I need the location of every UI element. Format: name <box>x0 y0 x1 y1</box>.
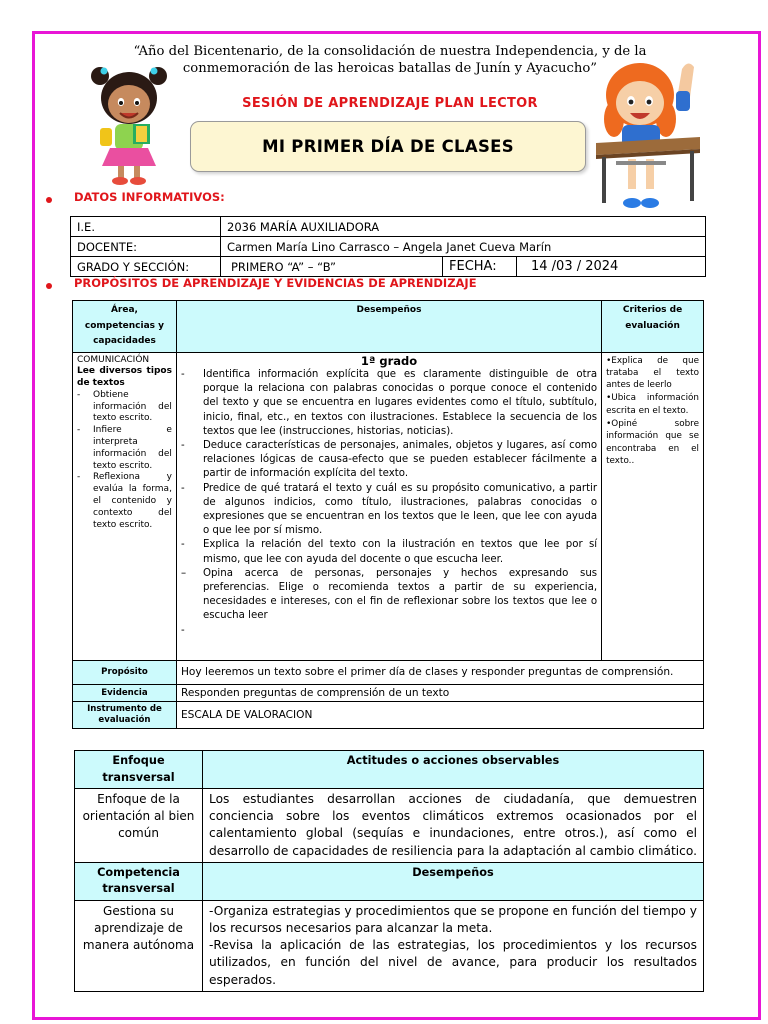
bullet-propositos <box>46 283 52 289</box>
desempeno-item <box>181 368 597 439</box>
desempenos-list <box>181 368 597 638</box>
desempeno-item <box>181 567 597 624</box>
capacidad-dash: - <box>77 425 81 436</box>
desempeno-text <box>203 624 597 638</box>
competencia-item: -Organiza estrategias y procedimientos que se propone en función del tiempo y los recursos necesarios para alcanzar la meta. <box>209 903 697 936</box>
capacidad-item <box>77 425 172 472</box>
info-table <box>70 216 706 277</box>
grado-value: PRIMERO “A” – “B” <box>221 257 443 277</box>
competencia-items-cell <box>203 900 704 991</box>
enfoque-col1-header: Enfoque transversal <box>75 751 203 789</box>
docente-label: DOCENTE: <box>71 237 221 257</box>
capacidad-item <box>77 472 172 531</box>
desempeno-item <box>181 439 597 482</box>
section-title-propositos: PROPÓSITOS DE APRENDIZAJE Y EVIDENCIAS DE APRENDIZAJE <box>74 276 477 290</box>
capacidad-text: Infiere e interpreta información del texto escrito. <box>93 425 172 471</box>
desempeno-text: Opina acerca de personas, personajes y hechos expresando sus preferencias. Elige o recomienda textos a partir de su experiencia, necesidades e intereses, con el fin de reflexionar sobre los textos que lee o escucha leer <box>202 567 598 622</box>
ie-label: I.E. <box>71 217 221 237</box>
competencia-item: -Revisa la aplicación de las estrategias, los procedimientos y los recursos utilizados, en función del nivel de avance, para producir los resultados esperados. <box>209 938 697 987</box>
evidencia-label: Evidencia <box>73 684 177 701</box>
ie-value: 2036 MARÍA AUXILIADORA <box>221 217 706 237</box>
desempeno-dash: – <box>180 567 187 579</box>
fecha-label: FECHA: <box>443 257 517 277</box>
capacidad-text: Reflexiona y evalúa la forma, el contenido y contexto del texto escrito. <box>93 472 172 530</box>
enfoque-col2-header: Actitudes o acciones observables <box>203 751 704 789</box>
grade-label: 1ª grado <box>360 353 418 368</box>
section-title-datos: DATOS INFORMATIVOS: <box>74 190 225 204</box>
desempeno-item <box>181 624 597 638</box>
desempeno-dash: - <box>180 539 185 551</box>
desempeno-dash: - <box>180 482 185 494</box>
instrumento-value: ESCALA DE VALORACION <box>176 701 703 728</box>
area-lee: Lee diversos tipos de textos <box>77 366 172 389</box>
girl-with-books-illustration <box>86 62 172 188</box>
desempeno-text: Identifica información explícita que es claramente distinguible de otra porque la relaciona con palabras conocidas o porque conoce el contenido del texto y que se encuentra en lugares evidentes como el título, subtítulo, inicio, final, etc., en textos con ilustraciones. Establece la secuencia de los textos que lee (instrucciones, historias, noticias). <box>202 368 598 437</box>
bullet-datos <box>46 197 52 203</box>
proposito-label: Propósito <box>73 660 177 684</box>
capacidades-list <box>77 390 172 532</box>
desempeno-item <box>181 482 597 539</box>
criterio-item: •Explica de que trataba el texto antes de leerlo <box>606 355 699 391</box>
competencia-name: Gestiona su aprendizaje de manera autónoma <box>75 900 203 991</box>
desempeno-text: Deduce características de personajes, animales, objetos y lugares, así como relaciones lógicas de causa-efecto que se pueden establecer fácilmente a partir de información explícita del texto. <box>202 439 598 480</box>
desempeno-dash: - <box>180 368 185 380</box>
col-criterios-header: Criterios de evaluación <box>602 301 704 353</box>
desempeno-dash: - <box>180 624 185 636</box>
competencia-desempenos-header: Desempeños <box>203 862 704 900</box>
grado-label: GRADO Y SECCIÓN: <box>71 257 221 277</box>
instrumento-label: Instrumento de evaluación <box>73 701 177 728</box>
competencia-header: Competencia transversal <box>75 862 203 900</box>
col-area-header: Área, competencias y capacidades <box>73 301 177 353</box>
desempeno-text: Explica la relación del texto con la ilustración en textos que lee por sí mismo, que lee con ayuda del docente o que escucha leer. <box>202 539 598 565</box>
desempeno-item <box>181 538 597 566</box>
area-cell <box>73 352 177 660</box>
capacidad-text: Obtiene información del texto escrito. <box>93 389 172 424</box>
motto-text: “Año del Bicentenario, de la consolidación de nuestra Independencia, y de la conmemoración de las heroicas batallas de Junín y Ayacucho” <box>133 44 647 76</box>
capacidad-dash: - <box>77 472 81 483</box>
main-title-box <box>190 121 586 172</box>
col-desempenos-header: Desempeños <box>176 301 601 353</box>
enfoque-text: Los estudiantes desarrollan acciones de ciudadanía, que demuestren conciencia sobre los eventos climáticos extremos ocasionados por el calentamiento global (sequías e inundaciones, entre otros.), así como el desarrollo de capacidades de resiliencia para la adaptación al cambio climático. <box>203 789 704 863</box>
area-comunicacion: COMUNICACIÓN <box>77 354 150 365</box>
desempeno-dash: - <box>180 439 185 451</box>
criterio-item: •Opiné sobre información que se encontraba en el texto.. <box>606 418 699 466</box>
criterios-cell <box>602 352 704 660</box>
capacidad-dash: - <box>77 389 81 400</box>
evidencia-value: Responden preguntas de comprensión de un texto <box>176 684 703 701</box>
girl-at-desk-illustration <box>592 57 704 215</box>
desempeno-text: Predice de qué tratará el texto y cuál es su propósito comunicativo, a partir de algunos indicios, como título, ilustraciones, palabras conocidas o expresiones que se encuentran en los textos que le leen, que lee con ayuda o que lee por sí mismo. <box>202 482 598 537</box>
propositos-table <box>72 300 704 729</box>
enfoque-table <box>74 750 704 992</box>
fecha-value: 14 /03 / 2024 <box>517 257 706 277</box>
criterios-list <box>606 355 699 468</box>
desempenos-cell <box>176 352 601 660</box>
enfoque-name: Enfoque de la orientación al bien común <box>75 789 203 863</box>
criterio-item: •Ubica información escrita en el texto. <box>606 393 699 416</box>
session-title: SESIÓN DE APRENDIZAJE PLAN LECTOR <box>242 96 538 111</box>
proposito-value: Hoy leeremos un texto sobre el primer día de clases y responder preguntas de comprensión. <box>176 660 703 684</box>
docente-value: Carmen María Lino Carrasco – Angela Janet Cueva Marín <box>221 237 706 257</box>
capacidad-item <box>77 390 172 425</box>
main-title: MI PRIMER DÍA DE CLASES <box>262 137 514 156</box>
